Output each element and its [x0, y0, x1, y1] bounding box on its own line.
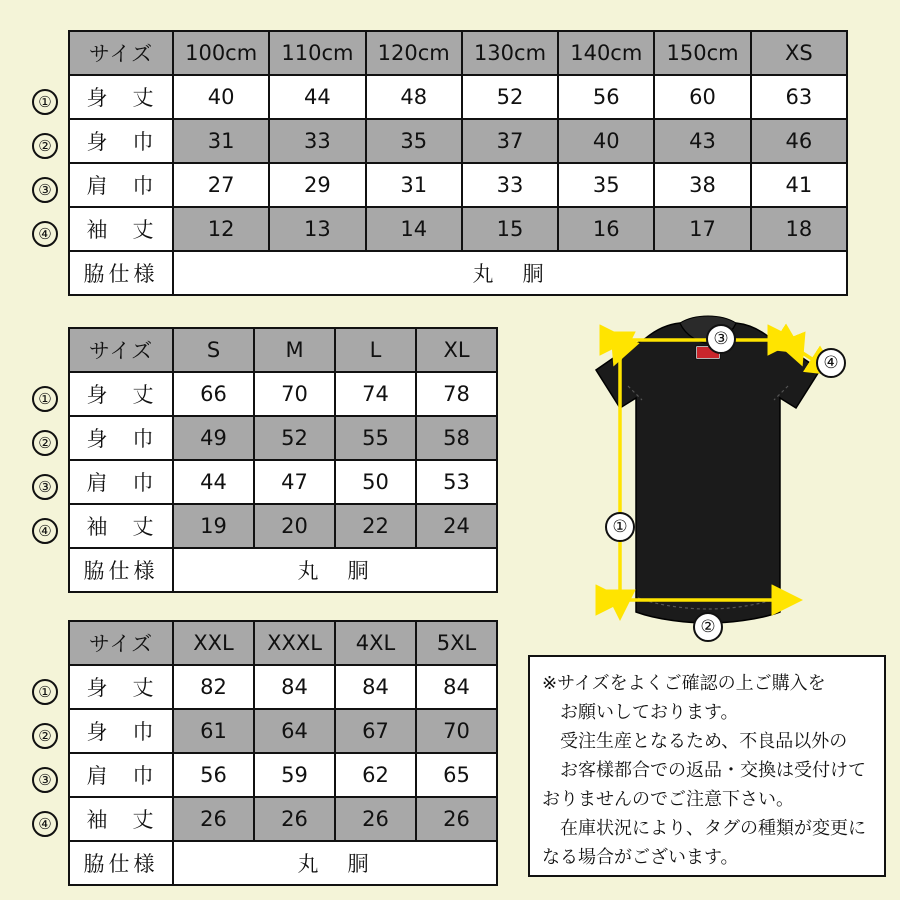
cell: 40: [173, 75, 269, 119]
shirt-body-shape: [596, 323, 820, 623]
row-marker-body-length: ①: [32, 89, 58, 115]
header-150cm: 150cm: [654, 31, 750, 75]
header-120cm: 120cm: [366, 31, 462, 75]
badge-shoulder-width: ③: [706, 324, 736, 354]
notice-line: おりませんのでご注意下さい。: [542, 789, 794, 810]
cell: 35: [366, 119, 462, 163]
cell: 84: [335, 665, 416, 709]
cell-side-spec-value: 丸 胴: [173, 548, 497, 592]
cell: 55: [335, 416, 416, 460]
row-label-chest-width: 身 巾: [69, 709, 173, 753]
cell: 67: [335, 709, 416, 753]
cell: 84: [416, 665, 497, 709]
cell: 64: [254, 709, 335, 753]
row-label-sleeve-length: 袖 丈: [69, 797, 173, 841]
cell: 40: [558, 119, 654, 163]
header-140cm: 140cm: [558, 31, 654, 75]
cell: 43: [654, 119, 750, 163]
row-label-chest-width: 身 巾: [69, 119, 173, 163]
cell: 52: [254, 416, 335, 460]
cell: 37: [462, 119, 558, 163]
cell: 26: [416, 797, 497, 841]
table-row: [69, 665, 497, 709]
table-row: [69, 797, 497, 841]
table-row-spec: [69, 251, 847, 295]
cell: 33: [462, 163, 558, 207]
table-header-row: [69, 328, 497, 372]
header-100cm: 100cm: [173, 31, 269, 75]
notice-line: 在庫状況により、タグの種類が変更に: [560, 818, 866, 839]
cell: 29: [269, 163, 365, 207]
cell: 63: [751, 75, 847, 119]
notice-line: お願いしております。: [560, 702, 739, 723]
row-marker-chest-width: ②: [32, 723, 58, 749]
size-table-kids-wrapper: [38, 30, 848, 296]
header-4xl: 4XL: [335, 621, 416, 665]
cell: 17: [654, 207, 750, 251]
size-table-kids: [68, 30, 848, 296]
cell: 38: [654, 163, 750, 207]
row-label-shoulder-width: 肩 巾: [69, 460, 173, 504]
cell: 24: [416, 504, 497, 548]
cell-side-spec-value: 丸 胴: [173, 841, 497, 885]
row-label-shoulder-width: 肩 巾: [69, 753, 173, 797]
table-row: [69, 504, 497, 548]
row-label-side-spec: 脇仕様: [69, 548, 173, 592]
row-label-body-length: 身 丈: [69, 75, 173, 119]
table-header-row: [69, 31, 847, 75]
notice-line: ※サイズをよくご確認の上ご購入を: [542, 673, 826, 694]
row-label-side-spec: 脇仕様: [69, 251, 173, 295]
header-130cm: 130cm: [462, 31, 558, 75]
cell: 50: [335, 460, 416, 504]
row-marker-chest-width: ②: [32, 430, 58, 456]
header-xl: XL: [416, 328, 497, 372]
row-label-side-spec: 脇仕様: [69, 841, 173, 885]
cell: 33: [269, 119, 365, 163]
cell: 41: [751, 163, 847, 207]
cell: 62: [335, 753, 416, 797]
header-xxxl: XXXL: [254, 621, 335, 665]
tshirt-diagram: [528, 312, 888, 652]
row-marker-chest-width: ②: [32, 133, 58, 159]
row-label-shoulder-width: 肩 巾: [69, 163, 173, 207]
size-table-adult-large: [68, 620, 498, 886]
table-header-row: [69, 621, 497, 665]
table-row: [69, 119, 847, 163]
cell: 44: [173, 460, 254, 504]
cell: 31: [173, 119, 269, 163]
cell: 26: [254, 797, 335, 841]
header-size-label: サイズ: [69, 328, 173, 372]
table-row: [69, 207, 847, 251]
cell: 26: [173, 797, 254, 841]
notice-line: 受注生産となるため、不良品以外の: [560, 731, 848, 752]
table-row: [69, 163, 847, 207]
cell: 82: [173, 665, 254, 709]
cell: 61: [173, 709, 254, 753]
cell: 14: [366, 207, 462, 251]
badge-body-length: ①: [605, 512, 635, 542]
table-row: [69, 416, 497, 460]
cell: 26: [335, 797, 416, 841]
cell: 53: [416, 460, 497, 504]
table-row: [69, 753, 497, 797]
size-table-adult-small: [68, 327, 498, 593]
header-l: L: [335, 328, 416, 372]
cell: 56: [558, 75, 654, 119]
cell: 70: [416, 709, 497, 753]
cell: 49: [173, 416, 254, 460]
cell: 59: [254, 753, 335, 797]
row-marker-shoulder-width: ③: [32, 767, 58, 793]
table-row: [69, 709, 497, 753]
cell: 46: [751, 119, 847, 163]
cell: 84: [254, 665, 335, 709]
cell: 47: [254, 460, 335, 504]
row-marker-sleeve-length: ④: [32, 518, 58, 544]
cell: 60: [654, 75, 750, 119]
header-xxl: XXL: [173, 621, 254, 665]
cell: 44: [269, 75, 365, 119]
cell: 20: [254, 504, 335, 548]
header-s: S: [173, 328, 254, 372]
cell: 58: [416, 416, 497, 460]
badge-sleeve-length: ④: [816, 348, 846, 378]
table-row: [69, 75, 847, 119]
cell: 56: [173, 753, 254, 797]
cell: 16: [558, 207, 654, 251]
row-marker-body-length: ①: [32, 386, 58, 412]
row-label-sleeve-length: 袖 丈: [69, 207, 173, 251]
cell: 78: [416, 372, 497, 416]
row-label-sleeve-length: 袖 丈: [69, 504, 173, 548]
cell: 31: [366, 163, 462, 207]
size-table-adult-small-wrapper: [38, 327, 498, 593]
cell: 66: [173, 372, 254, 416]
badge-chest-width: ②: [693, 612, 723, 642]
cell: 48: [366, 75, 462, 119]
table-row-spec: [69, 548, 497, 592]
cell: 18: [751, 207, 847, 251]
row-label-chest-width: 身 巾: [69, 416, 173, 460]
row-marker-body-length: ①: [32, 679, 58, 705]
header-xs: XS: [751, 31, 847, 75]
cell: 13: [269, 207, 365, 251]
row-marker-shoulder-width: ③: [32, 177, 58, 203]
cell: 15: [462, 207, 558, 251]
cell: 35: [558, 163, 654, 207]
cell: 52: [462, 75, 558, 119]
table-row: [69, 460, 497, 504]
row-label-body-length: 身 丈: [69, 372, 173, 416]
notice-line: お客樣都合での返品・交換は受付けて: [560, 760, 866, 781]
cell: 12: [173, 207, 269, 251]
cell: 27: [173, 163, 269, 207]
cell: 19: [173, 504, 254, 548]
table-row-spec: [69, 841, 497, 885]
cell: 65: [416, 753, 497, 797]
header-5xl: 5XL: [416, 621, 497, 665]
purchase-notice-box: [528, 655, 886, 877]
cell-side-spec-value: 丸 胴: [173, 251, 847, 295]
cell: 74: [335, 372, 416, 416]
header-m: M: [254, 328, 335, 372]
header-size-label: サイズ: [69, 31, 173, 75]
size-table-adult-large-wrapper: [38, 620, 498, 886]
header-size-label: サイズ: [69, 621, 173, 665]
row-marker-sleeve-length: ④: [32, 811, 58, 837]
table-row: [69, 372, 497, 416]
row-marker-sleeve-length: ④: [32, 221, 58, 247]
cell: 70: [254, 372, 335, 416]
row-marker-shoulder-width: ③: [32, 474, 58, 500]
row-label-body-length: 身 丈: [69, 665, 173, 709]
notice-line: なる場合がございます。: [542, 847, 739, 868]
header-110cm: 110cm: [269, 31, 365, 75]
cell: 22: [335, 504, 416, 548]
